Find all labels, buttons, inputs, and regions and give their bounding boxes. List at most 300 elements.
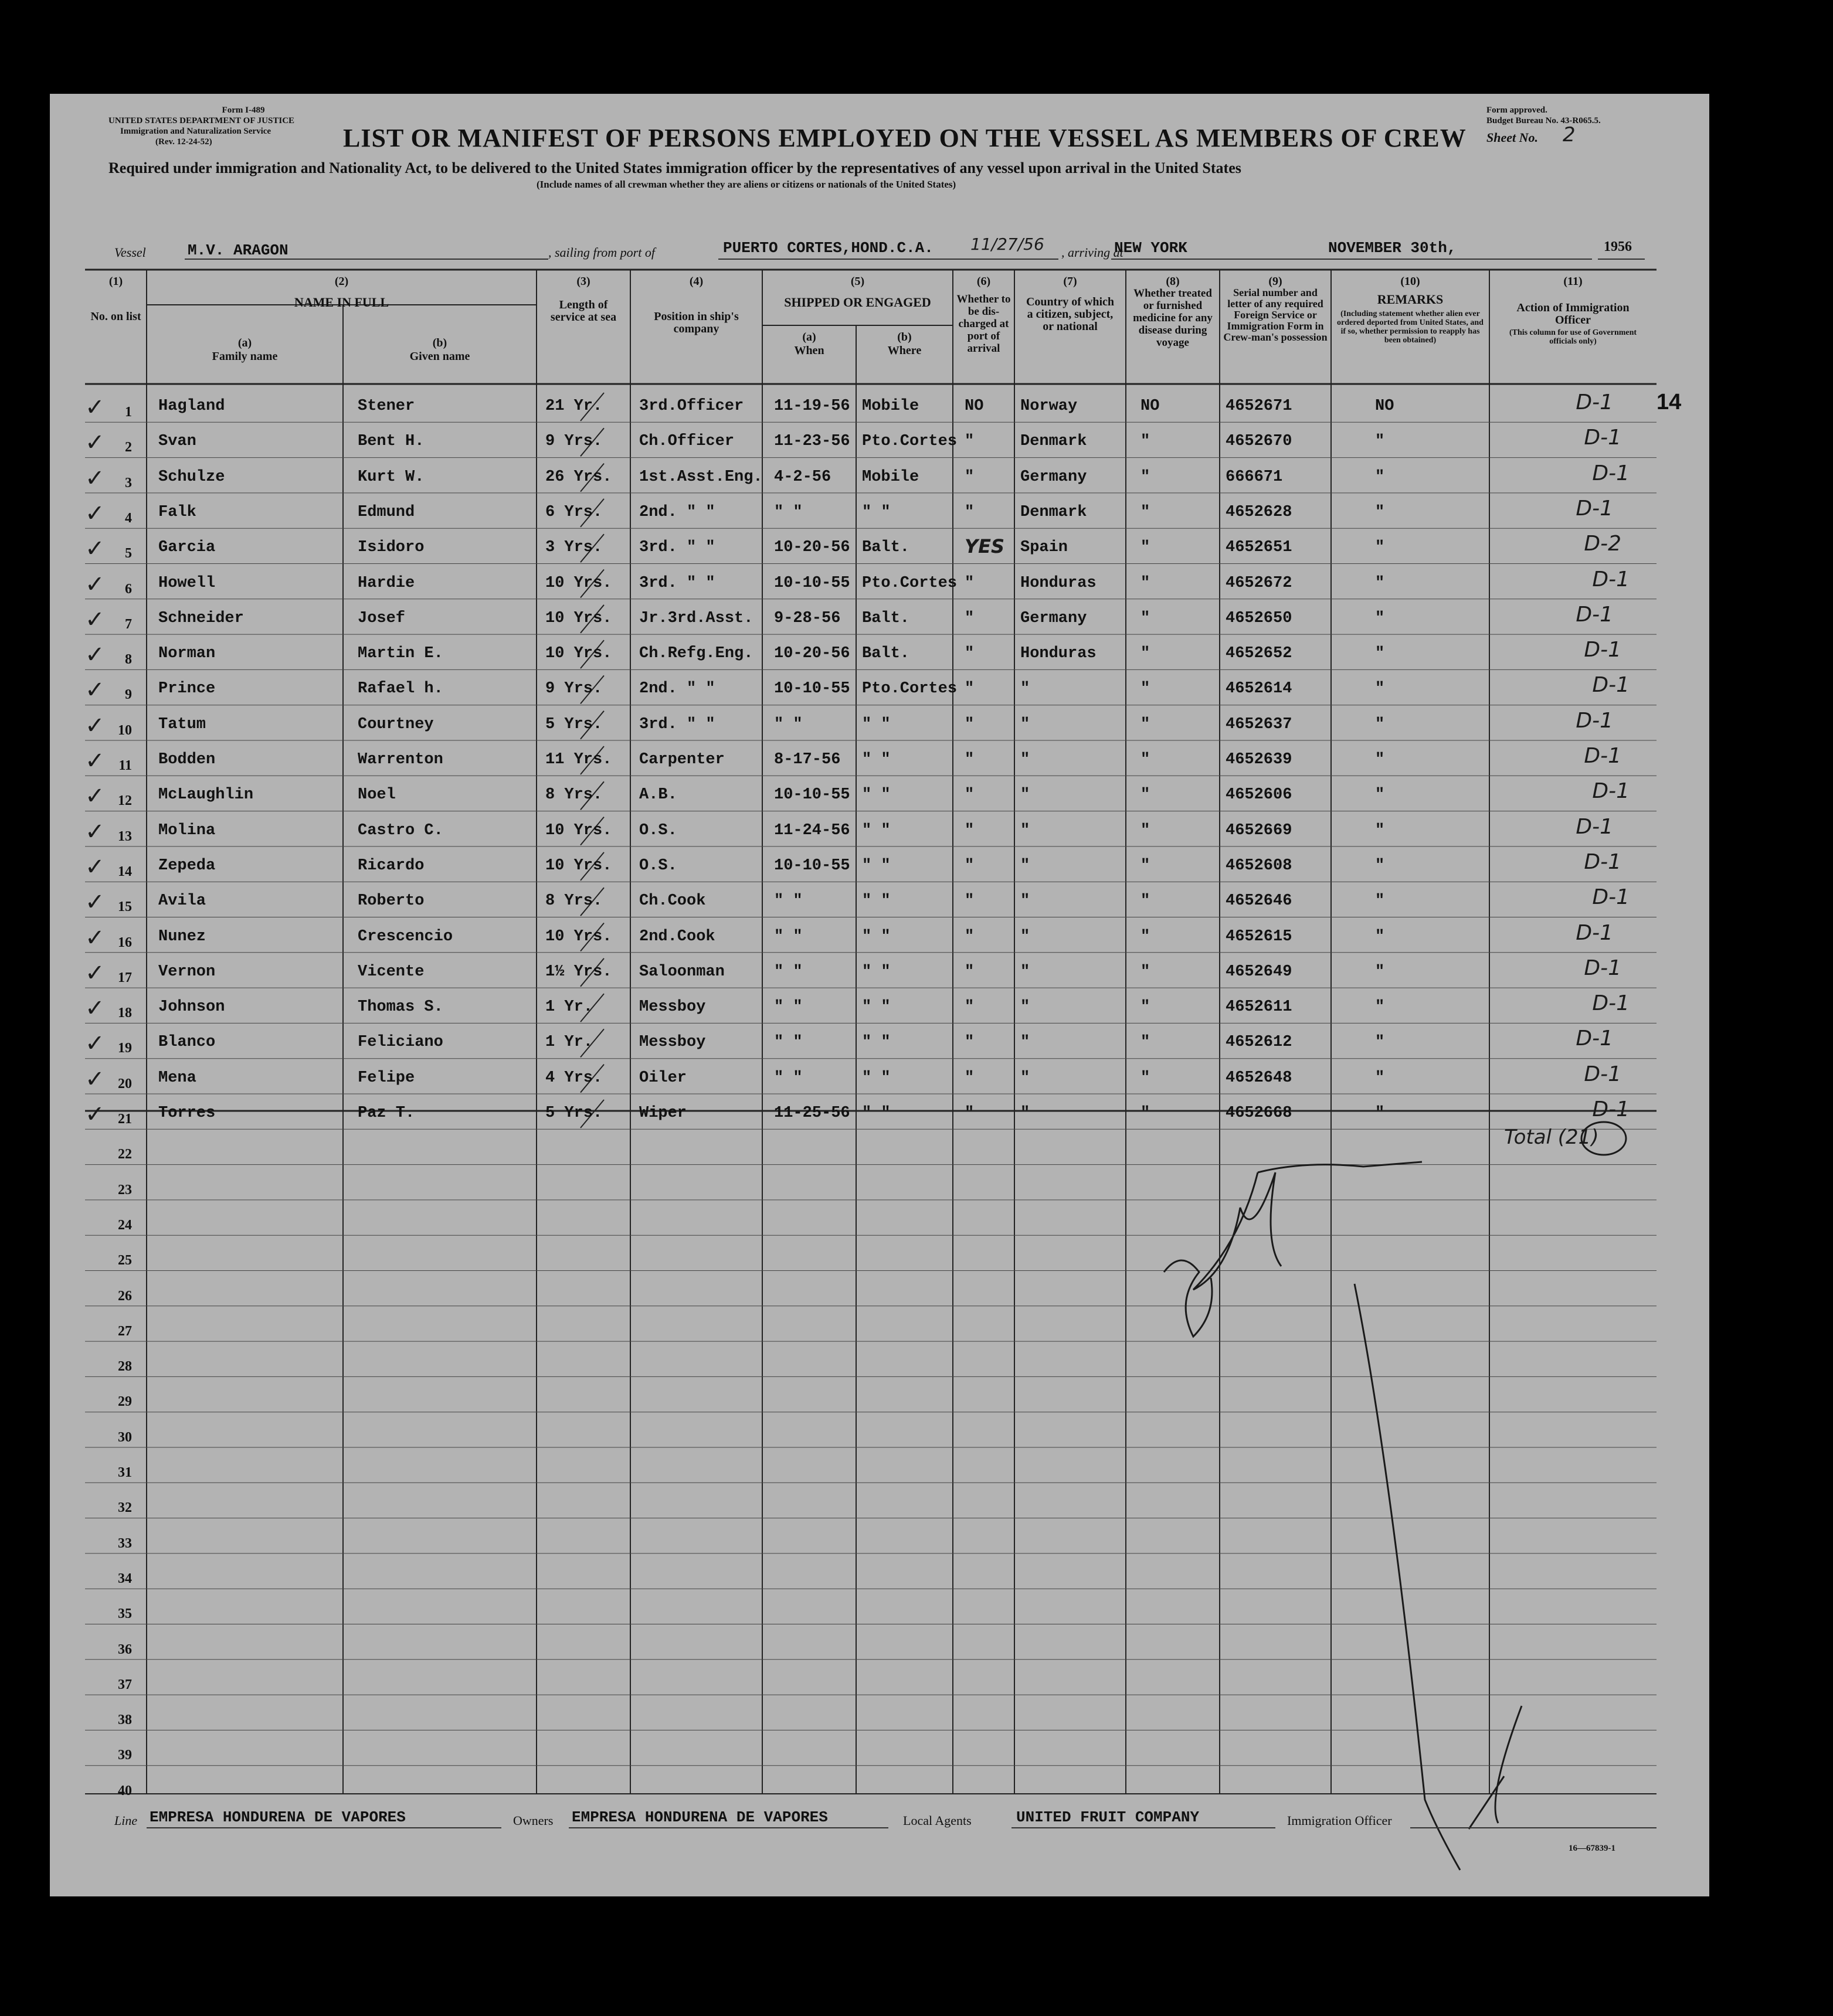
table-row [50, 1412, 1709, 1447]
serial-number: 4652615 [1226, 927, 1292, 946]
discharged: " [965, 1104, 975, 1122]
shipped-when: 11-19-56 [774, 397, 850, 415]
officer-action: D-1 [1592, 567, 1630, 591]
col11-title: Action of Immigration Officer [1516, 301, 1630, 327]
row-number: 40 [118, 1783, 132, 1799]
officer-action: D-1 [1576, 602, 1613, 627]
table-row [50, 458, 1709, 493]
remarks: " [1375, 786, 1385, 804]
discharged: " [965, 927, 975, 946]
officer-action: D-1 [1592, 461, 1630, 485]
row-number: 34 [118, 1570, 132, 1586]
treated: " [1140, 609, 1150, 627]
treated: " [1140, 433, 1150, 451]
form-number: Form I-489 [222, 106, 265, 115]
given-name: Felipe [358, 1069, 415, 1087]
remarks: " [1375, 433, 1385, 451]
remarks: " [1375, 821, 1385, 839]
discharged: " [965, 751, 975, 769]
row-number: 2 [125, 440, 132, 455]
officer-action: D-1 [1576, 708, 1613, 733]
table-row [50, 1483, 1709, 1518]
budget-bureau: Budget Bureau No. 43-R065.5. [1486, 116, 1601, 125]
remarks: " [1375, 927, 1385, 946]
row-number: 1 [125, 404, 132, 420]
given-name: Josef [358, 609, 406, 627]
given-name: Bent H. [358, 433, 425, 451]
footer-code: 16—67839-1 [1569, 1844, 1615, 1853]
length-of-service: 3 Yrs. [545, 539, 603, 557]
col4-title: Position in ship's company [654, 310, 739, 335]
page-number: 14 [1657, 390, 1682, 414]
discharged: " [965, 468, 975, 486]
remarks: " [1375, 892, 1385, 910]
shipped-where: " " [862, 1034, 891, 1052]
country: Denmark [1020, 503, 1087, 521]
discharged: NO [965, 397, 984, 415]
shipped-where: " " [862, 1104, 891, 1122]
service: Immigration and Naturalization Service [120, 127, 271, 136]
include-note: (Include names of all crewman whether they are aliens or citizens or nationals of the United States) [537, 179, 956, 190]
treated: " [1140, 574, 1150, 592]
family-name: Torres [158, 1104, 216, 1122]
officer-action: D-1 [1584, 849, 1621, 874]
row-number: 37 [118, 1677, 132, 1692]
col11-note: (This column for use of Government officials only) [1509, 328, 1637, 346]
shipped-when: 10-10-55 [774, 680, 850, 698]
shipped-when: 11-24-56 [774, 821, 850, 839]
remarks: " [1375, 539, 1385, 557]
page-title: LIST OR MANIFEST OF PERSONS EMPLOYED ON THE VESSEL AS MEMBERS OF CREW [343, 124, 1467, 152]
row-number: 9 [125, 687, 132, 703]
check-mark-icon: ✓ [85, 429, 105, 457]
position: Messboy [639, 998, 706, 1017]
table-row [50, 1730, 1709, 1765]
arrival-date: NOVEMBER 30th, [1328, 239, 1457, 257]
shipped-where: " " [862, 856, 891, 875]
check-mark-icon: ✓ [85, 783, 105, 810]
row-number: 39 [118, 1748, 132, 1763]
check-mark-icon: ✓ [85, 1065, 105, 1093]
discharged: " [965, 892, 975, 910]
treated: " [1140, 927, 1150, 946]
serial-number: 4652650 [1226, 609, 1292, 627]
shipped-when: " " [774, 715, 803, 733]
family-name: Blanco [158, 1034, 216, 1052]
owners-label: Owners [513, 1813, 554, 1828]
position: 2nd.Cook [639, 927, 715, 946]
table-row [50, 988, 1709, 1023]
length-of-service: 10 Yrs. [545, 927, 612, 946]
shipped-where: " " [862, 892, 891, 910]
country: " [1020, 856, 1030, 875]
table-row [50, 1766, 1709, 1801]
row-number: 3 [125, 475, 132, 491]
department: UNITED STATES DEPARTMENT OF JUSTICE [108, 116, 295, 125]
family-name: Avila [158, 892, 206, 910]
shipped-when: 8-17-56 [774, 751, 841, 769]
officer-action: D-1 [1584, 1062, 1621, 1086]
row-number: 27 [118, 1323, 132, 1339]
col7-title: Country of which a citizen, subject, or national [1026, 295, 1114, 333]
officer-action: D-1 [1592, 1097, 1630, 1121]
officer-label: Immigration Officer [1287, 1813, 1392, 1828]
shipped-when: " " [774, 1034, 803, 1052]
given-name: Thomas S. [358, 998, 443, 1017]
manifest-sheet [50, 94, 1709, 1896]
treated: " [1140, 751, 1150, 769]
serial-number: 4652648 [1226, 1069, 1292, 1087]
check-mark-icon: ✓ [85, 570, 105, 598]
family-name: Garcia [158, 539, 216, 557]
position: Messboy [639, 1034, 706, 1052]
col9-title: Serial number and letter of any required Foreign Service or Immigration Form in Crew-man's possession [1223, 287, 1328, 343]
country: " [1020, 680, 1030, 698]
row-number: 4 [125, 510, 132, 526]
discharged: " [965, 1034, 975, 1052]
length-of-service: 5 Yrs. [545, 1104, 603, 1122]
table-row [50, 1094, 1709, 1129]
shipped-where: Balt. [862, 645, 910, 663]
country: " [1020, 892, 1030, 910]
treated: " [1140, 1069, 1150, 1087]
remarks: " [1375, 998, 1385, 1017]
discharged: " [965, 998, 975, 1017]
port-label: , sailing from port of [548, 245, 655, 260]
position: O.S. [639, 821, 677, 839]
arriving-label: , arriving at [1061, 245, 1123, 260]
length-of-service: 5 Yrs. [545, 715, 603, 733]
country: " [1020, 821, 1030, 839]
discharged: " [965, 786, 975, 804]
serial-number: 4652670 [1226, 433, 1292, 451]
length-of-service: 8 Yrs. [545, 892, 603, 910]
officer-action: D-1 [1576, 496, 1613, 521]
total-count: Total (21) [1504, 1126, 1599, 1149]
serial-number: 4652608 [1226, 856, 1292, 875]
shipped-when: 10-10-55 [774, 786, 850, 804]
length-of-service: 10 Yrs. [545, 645, 612, 663]
check-mark-icon: ✓ [85, 499, 105, 527]
position: 1st.Asst.Eng. [639, 468, 763, 486]
form-revision: (Rev. 12-24-52) [155, 137, 212, 147]
col5-number: (5) [850, 275, 865, 288]
row-number: 32 [118, 1500, 132, 1516]
table-row [50, 493, 1709, 528]
check-mark-icon: ✓ [85, 641, 105, 669]
country: Honduras [1020, 645, 1097, 663]
row-number: 13 [118, 828, 132, 844]
length-of-service: 9 Yrs. [545, 433, 603, 451]
discharged: " [965, 680, 975, 698]
family-name: Prince [158, 680, 216, 698]
position: Jr.3rd.Asst. [639, 609, 753, 627]
remarks: " [1375, 574, 1385, 592]
shipped-where: " " [862, 786, 891, 804]
col3-number: (3) [576, 275, 590, 288]
remarks: " [1375, 1104, 1385, 1122]
country: " [1020, 1104, 1030, 1122]
col8-title: Whether treated or furnished medicine for any disease during voyage [1133, 287, 1213, 349]
discharged: " [965, 821, 975, 839]
treated: " [1140, 503, 1150, 521]
treated: " [1140, 539, 1150, 557]
shipped-when: " " [774, 503, 803, 521]
given-name: Crescencio [358, 927, 453, 946]
shipped-where: " " [862, 503, 891, 521]
length-of-service: 21 Yr. [545, 397, 603, 415]
col5-title: SHIPPED OR ENGAGED [784, 295, 931, 310]
remarks: " [1375, 645, 1385, 663]
sailing-date: 11/27/56 [970, 234, 1044, 254]
position: 3rd.Officer [639, 397, 744, 415]
treated: " [1140, 1104, 1150, 1122]
officer-action: D-1 [1592, 673, 1630, 698]
col10-note: (Including statement whether alien ever ordered deported from United States, and if so, whether permission to reapply has been obtained) [1337, 310, 1484, 345]
row-number: 15 [118, 899, 132, 915]
treated: " [1140, 680, 1150, 698]
discharged: " [965, 856, 975, 875]
shipped-where: Mobile [862, 397, 919, 415]
shipped-when: 11-23-56 [774, 433, 850, 451]
given-name: Roberto [358, 892, 425, 910]
row-number: 38 [118, 1712, 132, 1728]
table-row [50, 1341, 1709, 1376]
row-number: 31 [118, 1465, 132, 1480]
col5a-title: When [794, 344, 824, 357]
serial-number: 666671 [1226, 468, 1283, 486]
position: 3rd. " " [639, 715, 715, 733]
col2b-title: Given name [409, 350, 470, 363]
officer-action: D-1 [1584, 638, 1621, 662]
row-number: 33 [118, 1535, 132, 1551]
serial-number: 4652651 [1226, 539, 1292, 557]
family-name: Mena [158, 1069, 196, 1087]
row-number: 14 [118, 863, 132, 879]
given-name: Isidoro [358, 539, 425, 557]
position: Ch.Cook [639, 892, 706, 910]
length-of-service: 10 Yrs. [545, 856, 612, 875]
country: " [1020, 998, 1030, 1017]
shipped-when: " " [774, 1069, 803, 1087]
family-name: Molina [158, 821, 216, 839]
treated: NO [1140, 397, 1160, 415]
col5a-number: (a) [802, 331, 816, 344]
sailing-port: PUERTO CORTES,HOND.C.A. [723, 239, 934, 257]
col10-title: REMARKS [1377, 292, 1444, 307]
sheet-number: 2 [1563, 123, 1576, 147]
remarks: " [1375, 680, 1385, 698]
treated: " [1140, 786, 1150, 804]
form-approved: Form approved. [1486, 106, 1547, 115]
agents-label: Local Agents [903, 1813, 972, 1828]
given-name: Ricardo [358, 856, 425, 875]
shipped-where: " " [862, 998, 891, 1017]
country: Norway [1020, 397, 1078, 415]
discharged: " [965, 609, 975, 627]
country: " [1020, 751, 1030, 769]
serial-number: 4652614 [1226, 680, 1292, 698]
country: " [1020, 1034, 1030, 1052]
table-row [50, 740, 1709, 776]
table-row [50, 634, 1709, 669]
length-of-service: 4 Yrs. [545, 1069, 603, 1087]
table-row [50, 599, 1709, 634]
officer-action: D-1 [1576, 390, 1613, 414]
col2a-title: Family name [212, 350, 278, 363]
owners: EMPRESA HONDURENA DE VAPORES [572, 1808, 828, 1826]
treated: " [1140, 821, 1150, 839]
table-row [50, 1589, 1709, 1624]
given-name: Castro C. [358, 821, 443, 839]
treated: " [1140, 1034, 1150, 1052]
shipped-where: Balt. [862, 539, 910, 557]
check-mark-icon: ✓ [85, 818, 105, 845]
officer-action: D-2 [1584, 532, 1621, 556]
officer-action: D-1 [1576, 1026, 1613, 1051]
row-number: 20 [118, 1076, 132, 1092]
shipped-when: 10-10-55 [774, 574, 850, 592]
col7-number: (7) [1063, 275, 1077, 288]
family-name: Tatum [158, 715, 206, 733]
length-of-service: 11 Yrs. [545, 751, 612, 769]
remarks: " [1375, 609, 1385, 627]
length-of-service: 10 Yrs. [545, 574, 612, 592]
position: O.S. [639, 856, 677, 875]
row-number: 30 [118, 1429, 132, 1445]
vessel-label: Vessel [114, 245, 146, 260]
shipped-when: 10-20-56 [774, 539, 850, 557]
given-name: Kurt W. [358, 468, 425, 486]
country: Spain [1020, 539, 1068, 557]
table-row [50, 1447, 1709, 1483]
given-name: Vicente [358, 963, 425, 981]
position: Saloonman [639, 963, 725, 981]
country: Germany [1020, 609, 1087, 627]
subtitle: Required under immigration and Nationality Act, to be delivered to the United States immigration officer by the representatives of any vessel upon arrival in the United States [108, 159, 1241, 176]
shipped-where: " " [862, 963, 891, 981]
remarks: " [1375, 1034, 1385, 1052]
shipped-where: " " [862, 927, 891, 946]
vessel-name: M.V. ARAGON [188, 242, 288, 259]
row-number: 25 [118, 1253, 132, 1269]
table-row [50, 1059, 1709, 1094]
discharged: " [965, 715, 975, 733]
check-mark-icon: ✓ [85, 924, 105, 951]
row-number: 6 [125, 581, 132, 597]
check-mark-icon: ✓ [85, 889, 105, 916]
check-mark-icon: ✓ [85, 1101, 105, 1128]
officer-action: D-1 [1584, 956, 1621, 980]
check-mark-icon: ✓ [85, 853, 105, 880]
position: A.B. [639, 786, 677, 804]
line-label: Line [114, 1813, 138, 1828]
table-row [50, 1271, 1709, 1306]
check-mark-icon: ✓ [85, 464, 105, 492]
shipped-when: " " [774, 963, 803, 981]
discharged: " [965, 574, 975, 592]
col2-title: NAME IN FULL [294, 295, 389, 310]
table-row [50, 1518, 1709, 1553]
discharged: " [965, 503, 975, 521]
position: Ch.Officer [639, 433, 735, 451]
family-name: McLaughlin [158, 786, 254, 804]
length-of-service: 1 Yr. [545, 998, 593, 1017]
length-of-service: 1½ Yrs. [545, 963, 612, 981]
serial-number: 4652639 [1226, 751, 1292, 769]
country: Germany [1020, 468, 1087, 486]
length-of-service: 1 Yr. [545, 1034, 593, 1052]
family-name: Schulze [158, 468, 225, 486]
remarks: " [1375, 715, 1385, 733]
discharged: " [965, 645, 975, 663]
remarks: " [1375, 468, 1385, 486]
row-number: 10 [118, 722, 132, 738]
serial-number: 4652672 [1226, 574, 1292, 592]
row-number: 7 [125, 616, 132, 632]
row-number: 26 [118, 1288, 132, 1304]
family-name: Zepeda [158, 856, 216, 875]
officer-action: D-1 [1592, 885, 1630, 910]
family-name: Norman [158, 645, 216, 663]
row-number: 35 [118, 1606, 132, 1622]
table-row [50, 387, 1709, 422]
row-number: 36 [118, 1641, 132, 1657]
officer-action: D-1 [1576, 920, 1613, 945]
given-name: Noel [358, 786, 396, 804]
col8-number: (8) [1166, 275, 1180, 288]
table-row [50, 1200, 1709, 1235]
shipped-where: " " [862, 751, 891, 769]
check-mark-icon: ✓ [85, 712, 105, 739]
given-name: Rafael h. [358, 680, 443, 698]
col1-number: (1) [108, 275, 123, 288]
treated: " [1140, 998, 1150, 1017]
treated: " [1140, 963, 1150, 981]
length-of-service: 9 Yrs. [545, 680, 603, 698]
col3-title: Length of service at sea [550, 298, 617, 324]
row-number: 5 [125, 546, 132, 562]
table-row [50, 1165, 1709, 1200]
serial-number: 4652671 [1226, 397, 1292, 415]
shipped-when: 9-28-56 [774, 609, 841, 627]
discharged: " [965, 433, 975, 451]
shipped-where: " " [862, 821, 891, 839]
treated: " [1140, 856, 1150, 875]
table-row [50, 1376, 1709, 1412]
family-name: Falk [158, 503, 196, 521]
row-number: 23 [118, 1182, 132, 1198]
table-row [50, 1023, 1709, 1058]
table-row [50, 564, 1709, 599]
shipped-when: 4-2-56 [774, 468, 831, 486]
remarks: " [1375, 751, 1385, 769]
check-mark-icon: ✓ [85, 676, 105, 704]
position: 2nd. " " [639, 503, 715, 521]
serial-number: 4652652 [1226, 645, 1292, 663]
serial-number: 4652606 [1226, 786, 1292, 804]
col2-number: (2) [334, 275, 349, 288]
shipped-where: Balt. [862, 609, 910, 627]
col5b-number: (b) [897, 331, 912, 344]
table-row [50, 1129, 1709, 1164]
officer-action: D-1 [1592, 991, 1630, 1016]
row-number: 18 [118, 1005, 132, 1021]
treated: " [1140, 892, 1150, 910]
local-agents: UNITED FRUIT COMPANY [1016, 1808, 1200, 1826]
treated: " [1140, 468, 1150, 486]
table-row [50, 917, 1709, 953]
